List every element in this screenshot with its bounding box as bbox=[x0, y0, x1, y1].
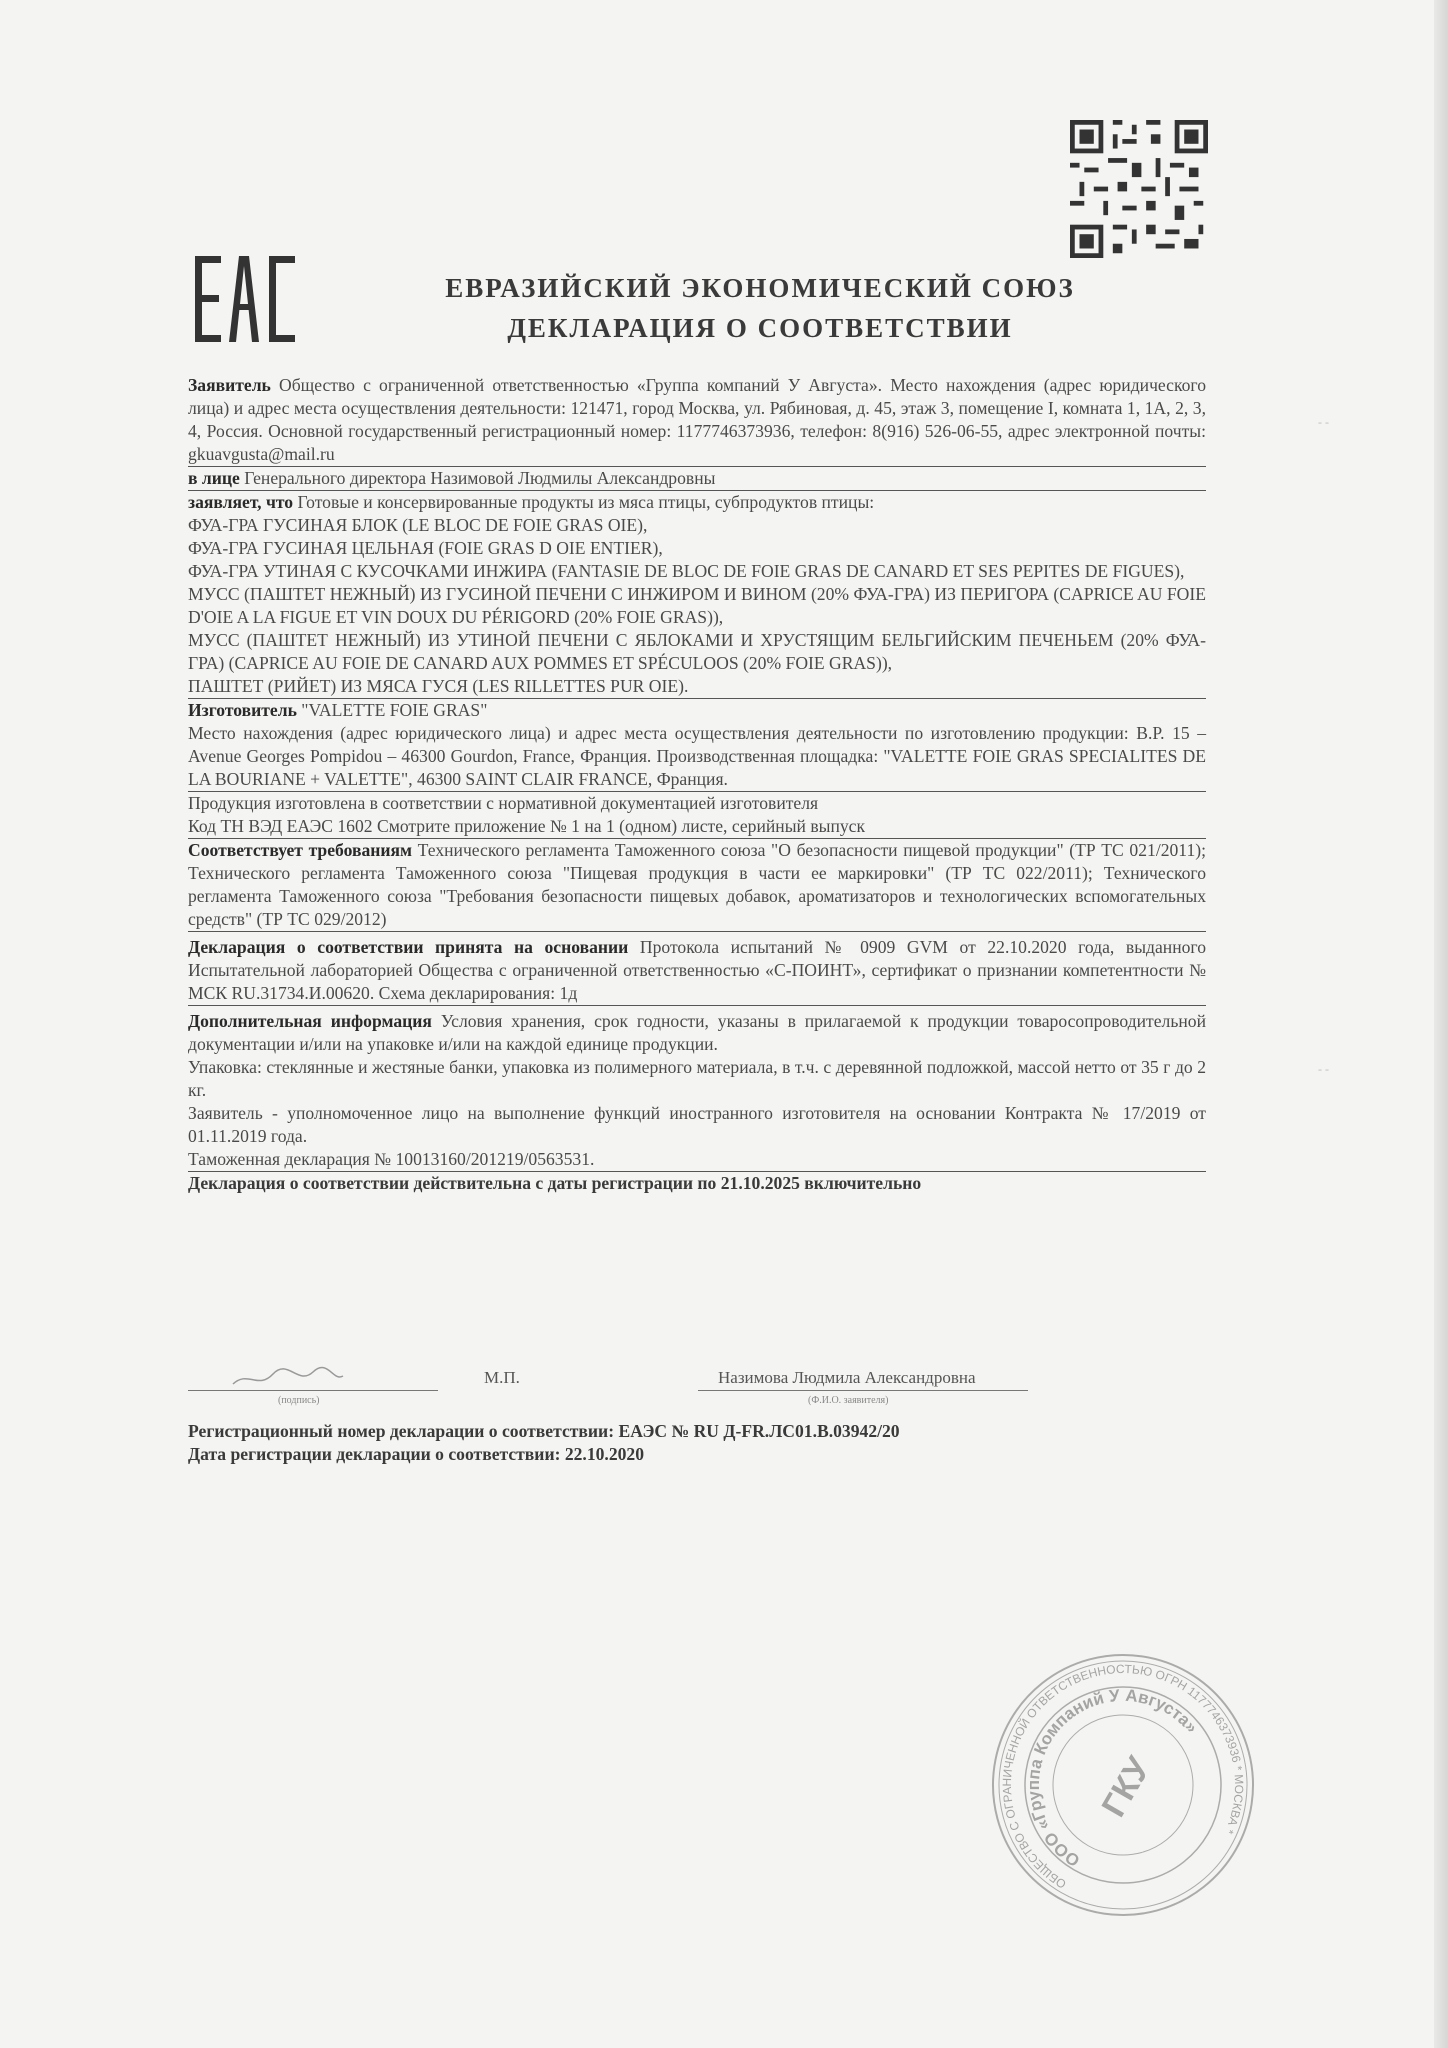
conformity-label: Соответствует требованиям bbox=[188, 840, 413, 860]
conformity-text: Технического регламента Таможенного союза "О безопасности пищевой продукции" (ТР ТС 021/2011); Технического регламента Таможенного союза "Пищевая продукция в части ее маркировки" (ТР ТС 022/2011); Технического регламента Таможенного союза "Требования безопасности пищевых добавок, ароматизаторов и технологических вспомогательных средств" (ТР ТС 029/2012) bbox=[188, 840, 1206, 929]
applicant-label: Заявитель bbox=[188, 375, 271, 395]
qr-code bbox=[1070, 120, 1208, 258]
packaging-text: Упаковка: стеклянные и жестяные банки, упаковка из полимерного материала, в т.ч. с деревянной подложкой, массой нетто от 35 г до 2 кг. bbox=[188, 1057, 1206, 1100]
product-item: МУСС (ПАШТЕТ НЕЖНЫЙ) ИЗ УТИНОЙ ПЕЧЕНИ С ЯБЛОКАМИ И ХРУСТЯЩИМ БЕЛЬГИЙСКИМ ПЕЧЕНЬЕМ (20% ФУА-ГРА) (CAPRICE AU FOIE DE CANARD AUX POMMES ET SPÉCULOOS (20% FOIE GRAS)), bbox=[188, 630, 1206, 673]
registration-block bbox=[188, 1420, 1188, 1466]
signature-line bbox=[188, 1390, 438, 1391]
document-title: ДЕКЛАРАЦИЯ О СООТВЕТСТВИИ bbox=[507, 313, 1013, 343]
applicant-paragraph bbox=[188, 374, 1206, 466]
declares-paragraph bbox=[188, 491, 1206, 514]
declaration-body bbox=[188, 374, 1206, 1195]
basis-text: Протокола испытаний № 0909 GVM от 22.10.2020 года, выданного Испытательной лабораторией Общества с ограниченной ответственностью «С-ПОИНТ», сертификат о признании компетентности № МСК RU.31734.И.00620. Схема декларирования: 1д bbox=[188, 937, 1206, 1003]
represented-label: в лице bbox=[188, 468, 240, 488]
product-item: ФУА-ГРА ГУСИНАЯ ЦЕЛЬНАЯ (FOIE GRAS D OIE ENTIER), bbox=[188, 538, 663, 558]
union-title: ЕВРАЗИЙСКИЙ ЭКОНОМИЧЕСКИЙ СОЮЗ bbox=[445, 273, 1075, 303]
signer-name: Назимова Людмила Александровна bbox=[718, 1368, 976, 1387]
product-item: ФУА-ГРА УТИНАЯ С КУСОЧКАМИ ИНЖИРА (FANTASIE DE BLOC DE FOIE GRAS DE CANARD ET SES PEPITES DE FIGUES), bbox=[188, 561, 1185, 581]
scan-mark: - - bbox=[1318, 415, 1329, 429]
agent-text: Заявитель - уполномоченное лицо на выполнение функций иностранного изготовителя на основании Контракта № 17/2019 от 01.11.2019 года. bbox=[188, 1103, 1206, 1146]
customs-declaration: Таможенная декларация № 10013160/201219/0563531. bbox=[188, 1148, 1206, 1172]
signature-row bbox=[188, 1368, 1088, 1410]
scan-edge bbox=[1434, 0, 1448, 2048]
applicant-text: Общество с ограниченной ответственностью «Группа компаний У Августа». Место нахождения (адрес юридического лица) и адрес места осуществления деятельности: 121471, город Москва, ул. Рябиновая, д. 45, этаж 3, помещение I, комната 1, 1А, 2, 3, 4, Россия. Основной государственный регистрационный номер: 1177746373936, телефон: 8(916) 526-06-55, адрес электронной почты: gkuavgusta@mail.ru bbox=[188, 375, 1206, 464]
additional-text: Условия хранения, срок годности, указаны в прилагаемой к продукции товаросопроводительной документации и/или на упаковке и/или на каждой единице продукции. bbox=[188, 1011, 1206, 1054]
eac-logo bbox=[193, 256, 297, 342]
signature-scribble bbox=[228, 1362, 348, 1392]
product-item: МУСС (ПАШТЕТ НЕЖНЫЙ) ИЗ ГУСИНОЙ ПЕЧЕНИ С ИНЖИРОМ И ВИНОМ (20% ФУА-ГРА) ИЗ ПЕРИГОРА (CAPRICE AU FOIE D'OIE A LA FIGUE ET VIN DOUX DU PÉRIGORD (20% FOIE GRAS)), bbox=[188, 584, 1206, 627]
stamp-outer-text: ОБЩЕСТВО С ОГРАНИЧЕННОЙ ОТВЕТСТВЕННОСТЬЮ ОГРН 1177746373936 * МОСКВА * bbox=[999, 1661, 1247, 1892]
additional-label: Дополнительная информация bbox=[188, 1011, 432, 1031]
represented-text: Генерального директора Назимовой Людмилы Александровны bbox=[239, 468, 716, 488]
registration-date: Дата регистрации декларации о соответствии: 22.10.2020 bbox=[188, 1444, 645, 1464]
production-basis: Продукция изготовлена в соответствии с нормативной документацией изготовителя bbox=[188, 793, 819, 813]
additional-paragraph bbox=[188, 1010, 1206, 1056]
scan-mark: - - bbox=[1318, 1062, 1329, 1076]
declares-text: Готовые и консервированные продукты из мяса птицы, субпродуктов птицы: bbox=[293, 492, 875, 512]
company-stamp bbox=[988, 1650, 1258, 1920]
registration-number: Регистрационный номер декларации о соответствии: ЕАЭС № RU Д-FR.ЛС01.В.03942/20 bbox=[188, 1421, 900, 1441]
signer-caption: (Ф.И.О. заявителя) bbox=[808, 1395, 889, 1406]
manufacturer-label: Изготовитель bbox=[188, 700, 297, 720]
stamp-inner-text: ООО «Группа Компаний У Августа» bbox=[1023, 1685, 1202, 1871]
signature-caption: (подпись) bbox=[278, 1395, 320, 1406]
document-header bbox=[360, 268, 1160, 348]
manufacturer-address: Место нахождения (адрес юридического лица) и адрес места осуществления деятельности по изготовлению продукции: B.P. 15 – Avenue Georges Pompidou – 46300 Gourdon, France, Франция. Производственная площадка: "VALETTE FOIE GRAS SPECIALITES DE LA BOURIANE + VALETTE", 46300 SAINT CLAIR FRANCE, Франция. bbox=[188, 722, 1206, 792]
stamp-center-text: ГКУ bbox=[1094, 1750, 1159, 1824]
conformity-paragraph bbox=[188, 839, 1206, 932]
tn-ved-code: Код ТН ВЭД ЕАЭС 1602 Смотрите приложение № 1 на 1 (одном) листе, серийный выпуск bbox=[188, 815, 1206, 839]
validity-statement: Декларация о соответствии действительна с даты регистрации по 21.10.2025 включительно bbox=[188, 1173, 922, 1193]
product-item: ПАШТЕТ (РИЙЕТ) ИЗ МЯСА ГУСЯ (LES RILLETTES PUR OIE). bbox=[188, 675, 1206, 699]
signer-line bbox=[698, 1390, 1028, 1391]
declares-label: заявляет, что bbox=[188, 492, 294, 512]
manufacturer-name: "VALETTE FOIE GRAS" bbox=[296, 700, 488, 720]
manufacturer-paragraph bbox=[188, 699, 1206, 722]
seal-place: М.П. bbox=[484, 1368, 520, 1387]
represented-paragraph bbox=[188, 466, 1206, 491]
basis-label: Декларация о соответствии принята на основании bbox=[188, 937, 629, 957]
product-item: ФУА-ГРА ГУСИНАЯ БЛОК (LE BLOC DE FOIE GRAS OIE), bbox=[188, 515, 648, 535]
basis-paragraph bbox=[188, 936, 1206, 1006]
